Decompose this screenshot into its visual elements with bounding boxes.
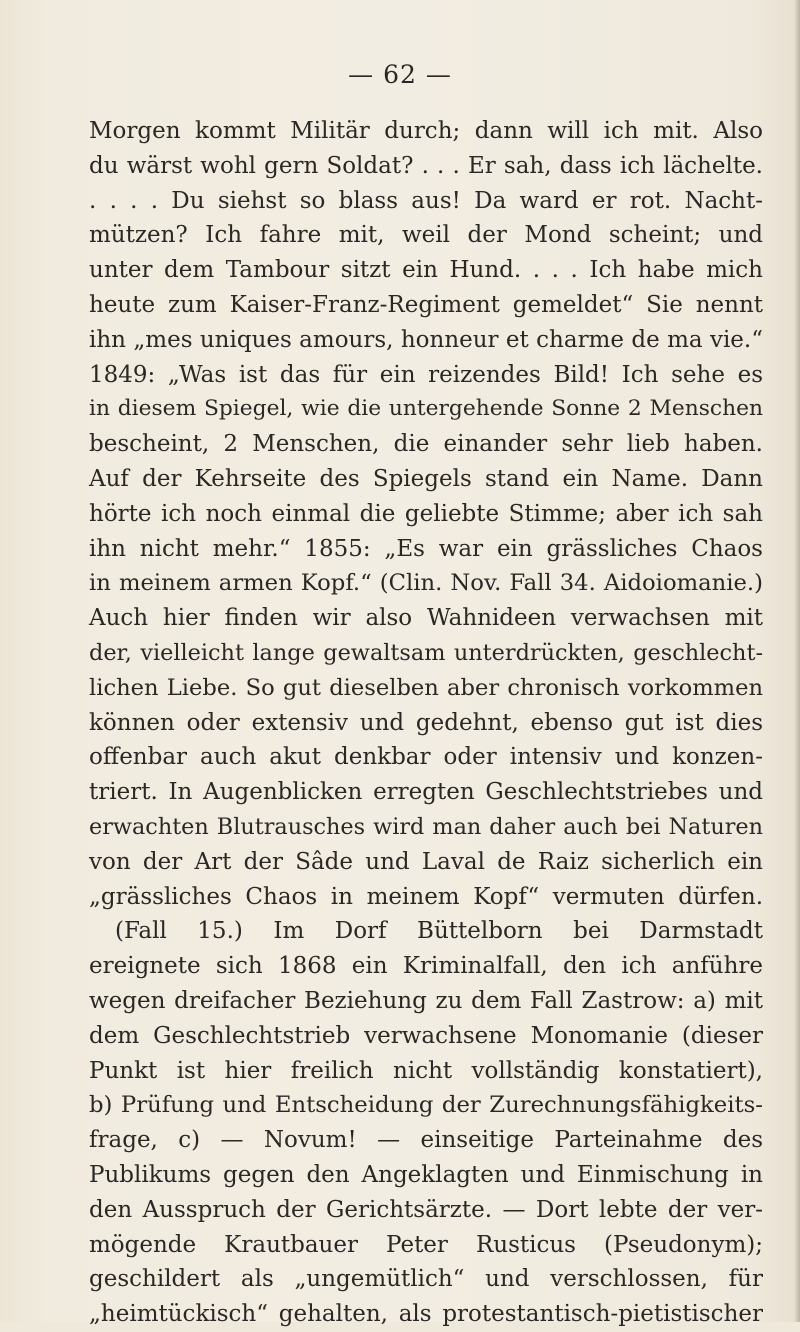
text-line: Auf der Kehrseite des Spiegels stand ein Name. Dann [89,465,763,492]
text-line: geschildert als „ungemütlich“ und verschlossen, für [89,1266,763,1293]
text-line: mögende Krautbauer Peter Rusticus (Pseudonym); [89,1231,763,1258]
text-line: ereignete sich 1868 ein Kriminalfall, den ich anführe [89,953,763,980]
text-line: Auch hier finden wir also Wahnideen verwachsen mit [89,605,763,632]
text-line: „grässliches Chaos in meinem Kopf“ vermuten dürfen. [89,883,763,910]
text-line: du wärst wohl gern Soldat? . . . Er sah, dass ich lächelte. [89,152,763,179]
body-text [89,114,763,1332]
text-line: den Ausspruch der Gerichtsärzte. — Dort lebte der ver- [89,1196,763,1223]
text-line: „heimtückisch“ gehalten, als protestantisch-pietistischer [89,1301,763,1328]
text-line: 1849: „Was ist das für ein reizendes Bild! Ich sehe es [89,361,763,388]
text-line: unter dem Tambour sitzt ein Hund. . . . Ich habe mich [89,257,763,284]
text-line: Publikums gegen den Angeklagten und Einmischung in [89,1161,763,1188]
text-line: offenbar auch akut denkbar oder intensiv und konzen- [89,744,763,771]
text-line: lichen Liebe. So gut dieselben aber chronisch vorkommen [89,674,763,701]
text-line: erwachten Blutrausches wird man daher auch bei Naturen [89,813,763,840]
text-line: frage, c) — Novum! — einseitige Parteinahme des [89,1127,763,1154]
text-line: triert. In Augenblicken erregten Geschlechtstriebes und [89,779,763,806]
text-line: können oder extensiv und gedehnt, ebenso gut ist dies [89,709,763,736]
text-line: Punkt ist hier freilich nicht vollständig konstatiert), [89,1057,763,1084]
text-line: in diesem Spiegel, wie die untergehende Sonne 2 Menschen [89,396,763,422]
text-line: hörte ich noch einmal die geliebte Stimme; aber ich sah [89,500,763,527]
text-line: bescheint, 2 Menschen, die einander sehr lieb haben. [89,431,763,458]
text-line: heute zum Kaiser-Franz-Regiment gemeldet“ Sie nennt [89,291,763,318]
text-line: der, vielleicht lange gewaltsam unterdrückten, geschlecht- [89,639,763,666]
text-line: von der Art der Sâde und Laval de Raiz sicherlich ein [89,848,763,875]
text-line: ihn „mes uniques amours, honneur et charme de ma vie.“ [89,326,763,353]
text-line: . . . . Du siehst so blass aus! Da ward er rot. Nacht- [89,187,763,214]
page-edge-shadow [794,0,800,1322]
text-line: wegen dreifacher Beziehung zu dem Fall Zastrow: a) mit [89,987,763,1014]
text-line: ihn nicht mehr.“ 1855: „Es war ein grässliches Chaos [89,535,763,562]
text-line: mützen? Ich fahre mit, weil der Mond scheint; und [89,222,763,249]
page-number: — 62 — [348,60,452,89]
text-line: b) Prüfung und Entscheidung der Zurechnungsfähigkeits- [89,1092,763,1119]
text-line: in meinem armen Kopf.“ (Clin. Nov. Fall 34. Aidoiomanie.) [89,570,763,597]
text-line: (Fall 15.) Im Dorf Büttelborn bei Darmstadt [115,918,763,945]
text-line: dem Geschlechtstrieb verwachsene Monomanie (dieser [89,1022,763,1049]
text-line: Morgen kommt Militär durch; dann will ich mit. Also [89,118,763,144]
